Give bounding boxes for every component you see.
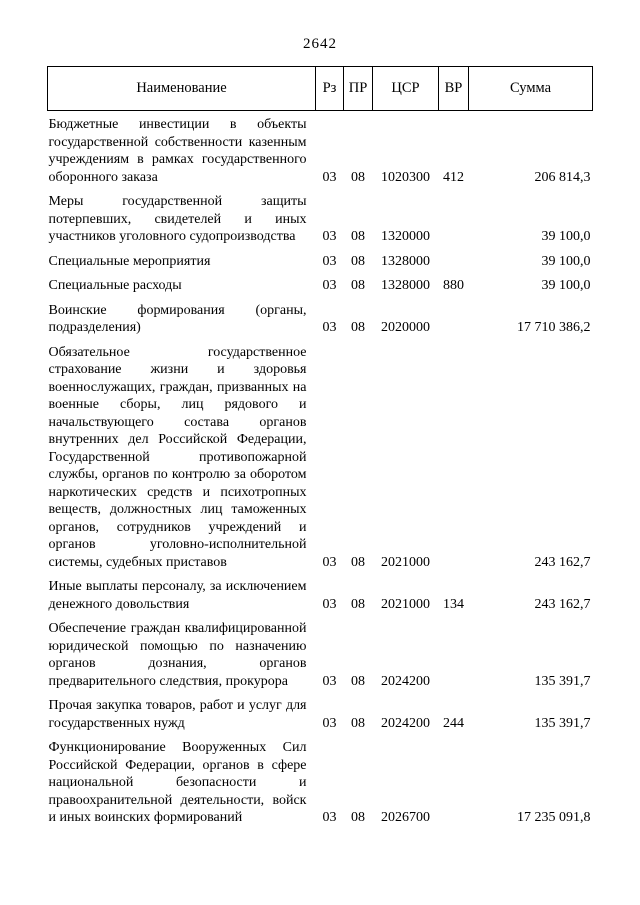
cell-pr: 08 xyxy=(351,253,365,269)
cell-rz: 03 xyxy=(322,596,337,612)
cell-rz: 03 xyxy=(322,673,337,689)
cell-sum: 39 100,0 xyxy=(541,278,591,293)
cell-name: Функционирование Вооруженных Сил Российской Федерации, органов в сфере национальной безопасности и правоохранительной деятельности, войск и иных воинских формирований xyxy=(48,740,307,825)
cell-rz: 03 xyxy=(322,229,337,244)
cell-pr: 08 xyxy=(351,320,365,335)
table-row xyxy=(48,246,593,271)
cell-pr: 08 xyxy=(351,169,365,185)
cell-csr: 1328000 xyxy=(381,278,430,293)
cell-pr: 08 xyxy=(351,810,365,825)
header-csr: ЦСР xyxy=(373,67,439,111)
cell-name: Обеспечение граждан квалифицированной юридической помощью по назначению органов дознания, органов предварительного следствия, прокурора xyxy=(48,621,307,689)
cell-vr xyxy=(439,732,469,827)
cell-sum: 39 100,0 xyxy=(541,253,591,269)
header-name: Наименование xyxy=(48,67,316,111)
cell-sum: 17 710 386,2 xyxy=(517,320,591,335)
page-number: 2642 xyxy=(303,36,337,52)
table-header xyxy=(48,67,593,111)
table-row xyxy=(48,571,593,613)
header-pr: ПР xyxy=(344,67,373,111)
cell-name: Специальные мероприятия xyxy=(48,253,211,269)
cell-name: Обязательное государственное страхование жизни и здоровья военнослужащих, граждан, призванных на военные сборы, лиц рядового и начальствующего состава органов внутренних дел Российской Федерации, Государственной противопожарной службы, органов по контролю за оборотом наркотических средств и психотропных веществ, должностных лиц таможенных органов, сотрудников учреждений и органов уголовно-исполнительной системы, судебных приставов xyxy=(48,344,307,570)
cell-csr: 1020300 xyxy=(381,169,430,185)
table-body xyxy=(48,111,593,827)
table-row xyxy=(48,186,593,246)
cell-sum: 39 100,0 xyxy=(541,229,591,244)
cell-vr: 880 xyxy=(443,278,464,293)
header-rz: Рз xyxy=(316,67,344,111)
table-row xyxy=(48,690,593,732)
cell-rz: 03 xyxy=(322,810,337,825)
cell-csr: 2026700 xyxy=(381,810,430,825)
cell-csr: 2024200 xyxy=(381,715,430,731)
cell-pr: 08 xyxy=(351,596,365,612)
cell-vr xyxy=(439,186,469,246)
cell-csr: 2021000 xyxy=(381,596,430,612)
cell-rz: 03 xyxy=(322,554,337,570)
cell-vr: 134 xyxy=(443,596,464,612)
cell-sum: 243 162,7 xyxy=(534,554,591,570)
cell-sum: 206 814,3 xyxy=(534,169,591,185)
cell-sum: 135 391,7 xyxy=(534,673,591,689)
header-sum: Сумма xyxy=(469,67,593,111)
cell-vr xyxy=(439,295,469,337)
cell-vr: 244 xyxy=(443,715,464,731)
table-row xyxy=(48,295,593,337)
cell-csr: 2024200 xyxy=(381,673,430,689)
cell-pr: 08 xyxy=(351,715,365,731)
cell-rz: 03 xyxy=(322,169,337,185)
cell-pr: 08 xyxy=(351,673,365,689)
cell-pr: 08 xyxy=(351,554,365,570)
cell-vr xyxy=(439,613,469,690)
header-vr: ВР xyxy=(439,67,469,111)
cell-pr: 08 xyxy=(351,278,365,293)
cell-csr: 1328000 xyxy=(381,253,430,269)
table-row xyxy=(48,111,593,187)
cell-name: Меры государственной защиты потерпевших, свидетелей и иных участников уголовного судопроизводства xyxy=(48,194,307,244)
table-row xyxy=(48,732,593,827)
cell-vr: 412 xyxy=(443,169,464,185)
cell-name: Воинские формирования (органы, подразделения) xyxy=(48,302,307,335)
cell-csr: 2021000 xyxy=(381,554,430,570)
cell-name: Прочая закупка товаров, работ и услуг для государственных нужд xyxy=(48,698,307,731)
cell-rz: 03 xyxy=(322,278,337,293)
budget-table xyxy=(47,66,593,827)
cell-rz: 03 xyxy=(322,320,337,335)
table-header-row xyxy=(48,67,593,111)
cell-rz: 03 xyxy=(322,715,337,731)
table-row xyxy=(48,613,593,690)
cell-name: Специальные расходы xyxy=(48,278,182,293)
cell-csr: 1320000 xyxy=(381,229,430,244)
cell-csr: 2020000 xyxy=(381,320,430,335)
table-row xyxy=(48,337,593,572)
table-row xyxy=(48,270,593,295)
cell-rz: 03 xyxy=(322,253,337,269)
cell-sum: 17 235 091,8 xyxy=(517,810,591,825)
cell-vr xyxy=(439,337,469,572)
cell-sum: 135 391,7 xyxy=(534,715,591,731)
cell-pr: 08 xyxy=(351,229,365,244)
cell-sum: 243 162,7 xyxy=(534,596,591,612)
cell-name: Бюджетные инвестиции в объекты государственной собственности казенным учреждениям в рамках государственного оборонного заказа xyxy=(48,117,307,185)
cell-vr xyxy=(439,246,469,271)
cell-name: Иные выплаты персоналу, за исключением денежного довольствия xyxy=(48,579,307,612)
